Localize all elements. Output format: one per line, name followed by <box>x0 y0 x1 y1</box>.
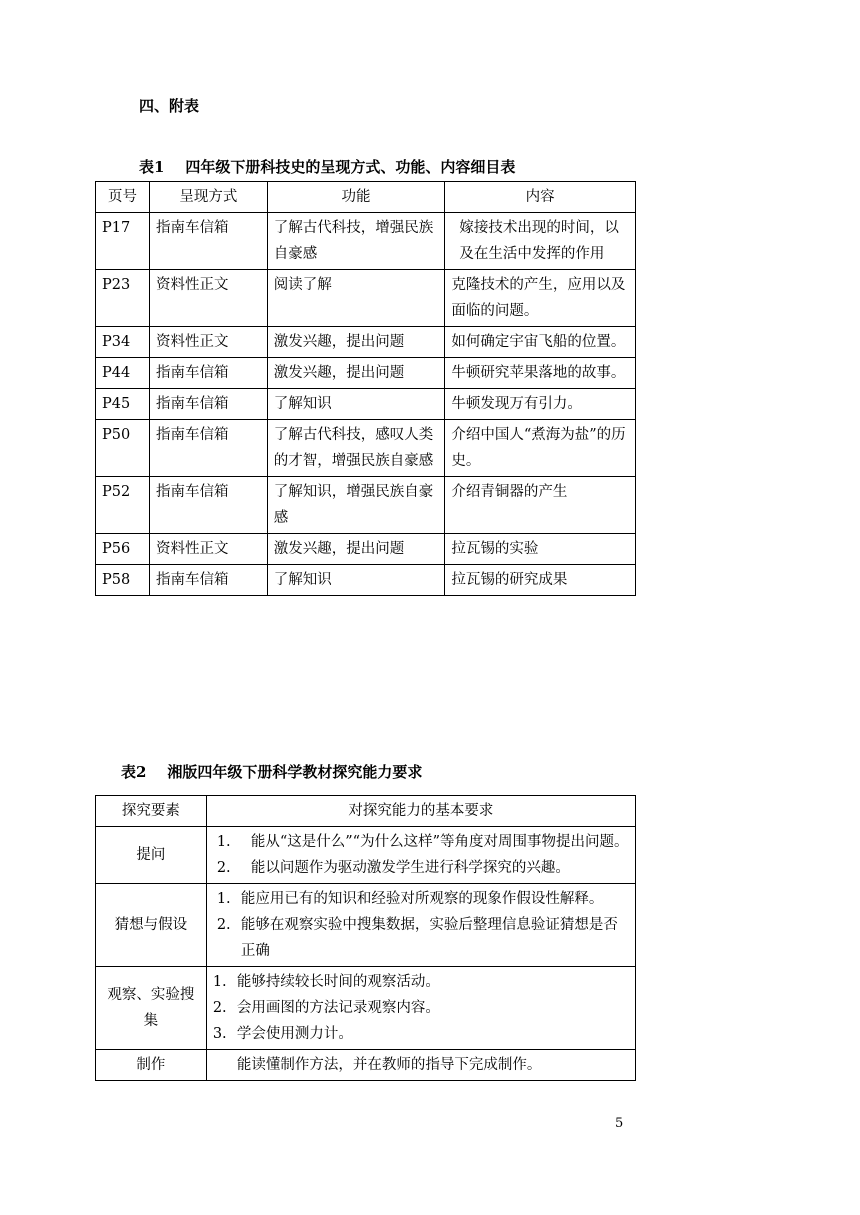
element-cell: 观察、实验搜集 <box>96 967 207 1050</box>
list-item <box>217 855 629 881</box>
page-cell: P52 <box>96 477 150 534</box>
table-row <box>96 884 636 967</box>
mode-cell: 指南车信箱 <box>149 389 267 420</box>
function-cell: 了解知识 <box>267 389 445 420</box>
list-item <box>213 1021 629 1047</box>
item-number: 2. <box>216 917 231 933</box>
function-cell: 了解古代科技，增强民族自豪感 <box>267 213 445 270</box>
table-row <box>96 967 636 1050</box>
item-number: 2. <box>212 1000 227 1016</box>
list-item <box>217 886 629 912</box>
function-cell: 阅读了解 <box>267 270 445 327</box>
table-row <box>96 389 636 420</box>
function-cell: 了解知识，增强民族自豪感 <box>267 477 445 534</box>
table1-header-function: 功能 <box>267 182 445 213</box>
list-item <box>213 995 629 1021</box>
table-row <box>96 270 636 327</box>
item-text: 能够在观察实验中搜集数据，实验后整理信息验证猜想是否正确 <box>240 917 618 959</box>
table2-header-requirement: 对探究能力的基本要求 <box>206 796 635 827</box>
content-cell: 介绍中国人“煮海为盐”的历史。 <box>445 420 636 477</box>
page-cell: P44 <box>96 358 150 389</box>
function-cell: 激发兴趣，提出问题 <box>267 358 445 389</box>
table-row <box>96 327 636 358</box>
table1-caption: 表1 四年级下册科技史的呈现方式、功能、内容细目表 <box>139 158 516 176</box>
content-cell: 牛顿发现万有引力。 <box>445 389 636 420</box>
list-item <box>217 912 629 964</box>
page-cell: P56 <box>96 534 150 565</box>
content-cell: 介绍青铜器的产生 <box>445 477 636 534</box>
page-cell: P58 <box>96 565 150 596</box>
mode-cell: 资料性正文 <box>149 534 267 565</box>
mode-cell: 指南车信箱 <box>149 477 267 534</box>
table-row <box>96 565 636 596</box>
table1-header-row <box>96 182 636 213</box>
content-cell: 克隆技术的产生，应用以及面临的问题。 <box>445 270 636 327</box>
content-cell: 嫁接技术出现的时间，以及在生活中发挥的作用 <box>445 213 636 270</box>
function-cell: 激发兴趣，提出问题 <box>267 327 445 358</box>
item-text: 能够持续较长时间的观察活动。 <box>236 974 440 990</box>
content-cell: 拉瓦锡的研究成果 <box>445 565 636 596</box>
function-cell: 激发兴趣，提出问题 <box>267 534 445 565</box>
item-text: 能应用已有的知识和经验对所观察的现象作假设性解释。 <box>240 891 604 907</box>
element-cell: 猜想与假设 <box>96 884 207 967</box>
item-text: 学会使用测力计。 <box>236 1026 353 1042</box>
requirement-cell <box>206 1050 635 1081</box>
item-text: 会用画图的方法记录观察内容。 <box>236 1000 440 1016</box>
requirement-cell <box>206 827 635 884</box>
item-number: 1. <box>216 891 231 907</box>
table2-header-element: 探究要素 <box>96 796 207 827</box>
page-cell: P45 <box>96 389 150 420</box>
mode-cell: 指南车信箱 <box>149 213 267 270</box>
content-cell: 拉瓦锡的实验 <box>445 534 636 565</box>
page-number: 5 <box>615 1116 624 1131</box>
list-item <box>217 829 629 855</box>
function-cell: 了解知识 <box>267 565 445 596</box>
page-cell: P23 <box>96 270 150 327</box>
mode-cell: 指南车信箱 <box>149 358 267 389</box>
item-text: 能读懂制作方法，并在教师的指导下完成制作。 <box>236 1057 542 1073</box>
table1-header-page: 页号 <box>96 182 150 213</box>
mode-cell: 指南车信箱 <box>149 420 267 477</box>
function-cell: 了解古代科技，感叹人类的才智，增强民族自豪感 <box>267 420 445 477</box>
mode-cell: 指南车信箱 <box>149 565 267 596</box>
item-text: 能以问题作为驱动激发学生进行科学探究的兴趣。 <box>250 860 570 876</box>
table-row <box>96 827 636 884</box>
table-row <box>96 213 636 270</box>
section-title: 四、附表 <box>139 97 200 115</box>
table-row <box>96 477 636 534</box>
item-number: 3. <box>212 1026 227 1042</box>
element-cell: 制作 <box>96 1050 207 1081</box>
table-row <box>96 420 636 477</box>
requirement-cell <box>206 967 635 1050</box>
table1 <box>95 181 636 596</box>
page-cell: P17 <box>96 213 150 270</box>
requirement-cell <box>206 884 635 967</box>
table-row <box>96 1050 636 1081</box>
item-text: 能从“这是什么”“为什么这样”等角度对周围事物提出问题。 <box>250 834 629 850</box>
item-number: 2. <box>216 860 231 876</box>
content-cell: 牛顿研究苹果落地的故事。 <box>445 358 636 389</box>
page-cell: P50 <box>96 420 150 477</box>
item-number: 1. <box>212 974 227 990</box>
table2 <box>95 795 636 1081</box>
table1-header-content: 内容 <box>445 182 636 213</box>
list-item <box>213 969 629 995</box>
table-row <box>96 358 636 389</box>
table-row <box>96 534 636 565</box>
mode-cell: 资料性正文 <box>149 327 267 358</box>
table2-caption: 表2 湘版四年级下册科学教材探究能力要求 <box>121 763 423 781</box>
item-number: 1. <box>216 834 231 850</box>
page-cell: P34 <box>96 327 150 358</box>
content-cell: 如何确定宇宙飞船的位置。 <box>445 327 636 358</box>
element-cell: 提问 <box>96 827 207 884</box>
table1-header-mode: 呈现方式 <box>149 182 267 213</box>
table2-header-row <box>96 796 636 827</box>
mode-cell: 资料性正文 <box>149 270 267 327</box>
